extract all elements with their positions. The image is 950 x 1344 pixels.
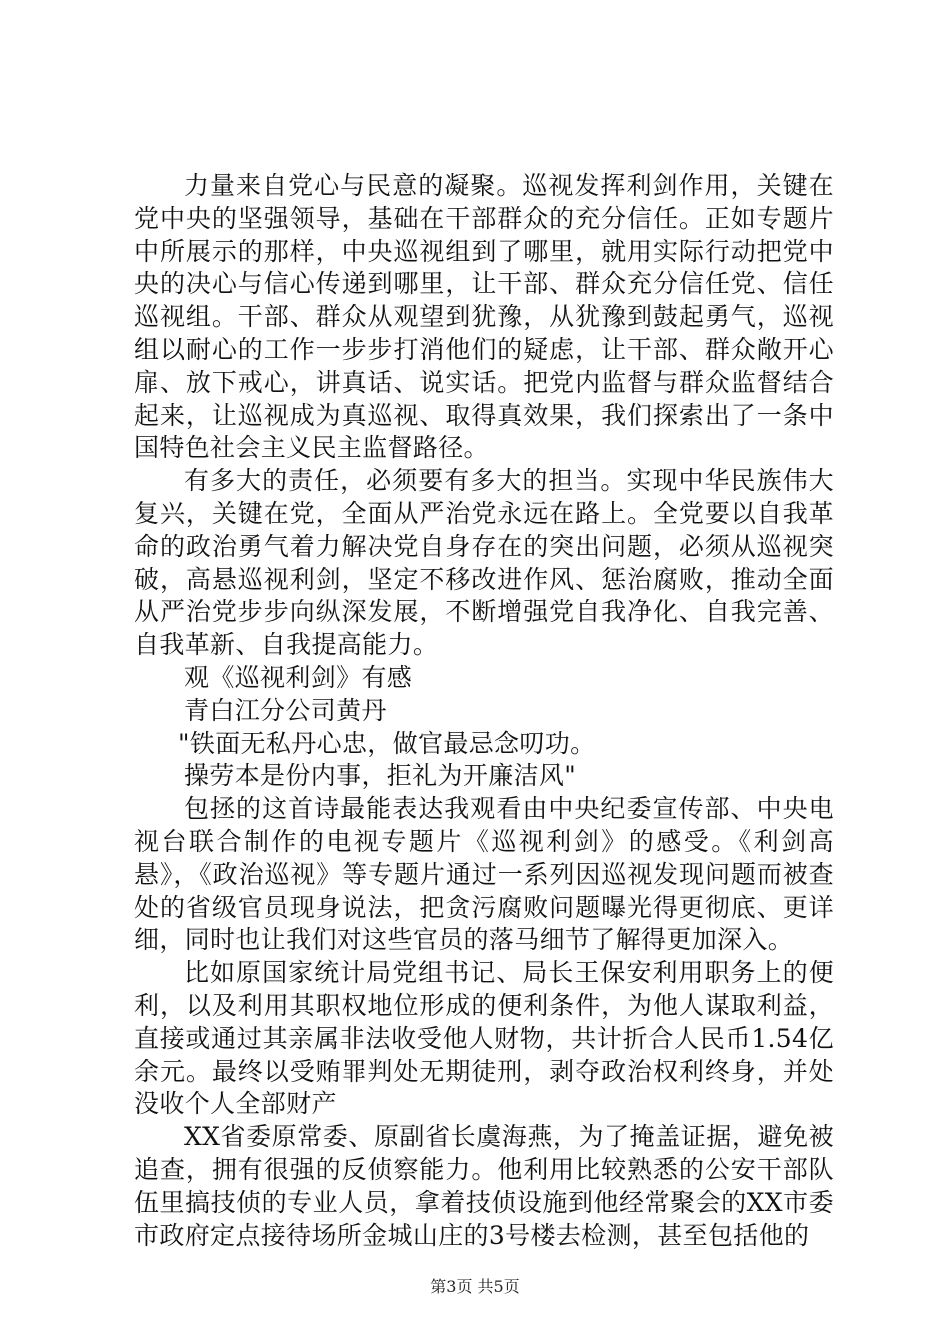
- paragraph-responsibility: 有多大的责任，必须要有多大的担当。实现中华民族伟大复兴，关键在党，全面从严治党永远在路上。全党要以自我革命的政治勇气着力解决党自身存在的突出问题，必须从巡视突破，高悬巡视利剑，坚定不移改进作风、惩治腐败，推动全面从严治党步步向纵深发展，不断增强党自我净化、自我完善、自我革新、自我提高能力。: [134, 466, 834, 660]
- article-title: 观《巡视利剑》有感: [184, 662, 413, 692]
- poem-line-1: "铁面无私丹心忠，做官最忌念叨功。: [178, 728, 596, 758]
- article-author: 青白江分公司黄丹: [184, 695, 387, 725]
- page-footer: [0, 1277, 950, 1297]
- page-number: 第3页 共5页: [430, 1277, 520, 1296]
- paragraph-trust: 力量来自党心与民意的凝聚。巡视发挥利剑作用，关键在党中央的坚强领导，基础在干部群众的充分信任。正如专题片中所展示的那样，中央巡视组到了哪里，就用实际行动把党中央的决心与信心传递到哪里，让干部、群众充分信任党、信任巡视组。干部、群众从观望到犹豫，从犹豫到鼓起勇气，巡视组以耐心的工作一步步打消他们的疑虑，让干部、群众敞开心扉、放下戒心，讲真话、说实话。把党内监督与群众监督结合起来，让巡视成为真巡视、取得真效果，我们探索出了一条中国特色社会主义民主监督路径。: [134, 171, 834, 463]
- paragraph-yu-haiyan: XX省委原常委、原副省长虞海燕，为了掩盖证据，避免被追查，拥有很强的反侦察能力。他利用比较熟悉的公安干部队伍里搞技侦的专业人员，拿着技侦设施到他经常聚会的XX市委市政府定点接待场所金城山庄的3号楼去检测，甚至包括他的: [134, 1122, 834, 1250]
- paragraph-wang-baoan: 比如原国家统计局党组书记、局长王保安利用职务上的便利，以及利用其职权地位形成的便利条件，为他人谋取利益，直接或通过其亲属非法收受他人财物，共计折合人民币1.54亿余元。最终以受贿罪判处无期徒刑，剥夺政治权利终身，并处没收个人全部财产: [134, 958, 834, 1119]
- poem-line-2: 操劳本是份内事，拒礼为开廉洁风": [184, 761, 577, 791]
- document-body: [134, 170, 834, 1252]
- paragraph-bao-zheng: 包拯的这首诗最能表达我观看由中央纪委宣传部、中央电视台联合制作的电视专题片《巡视利剑》的感受。《利剑高悬》，《政治巡视》等专题片通过一系列因巡视发现问题而被查处的省级官员现身说法，把贪污腐败问题曝光得更彻底、更详细，同时也让我们对这些官员的落马细节了解得更加深入。: [134, 794, 834, 955]
